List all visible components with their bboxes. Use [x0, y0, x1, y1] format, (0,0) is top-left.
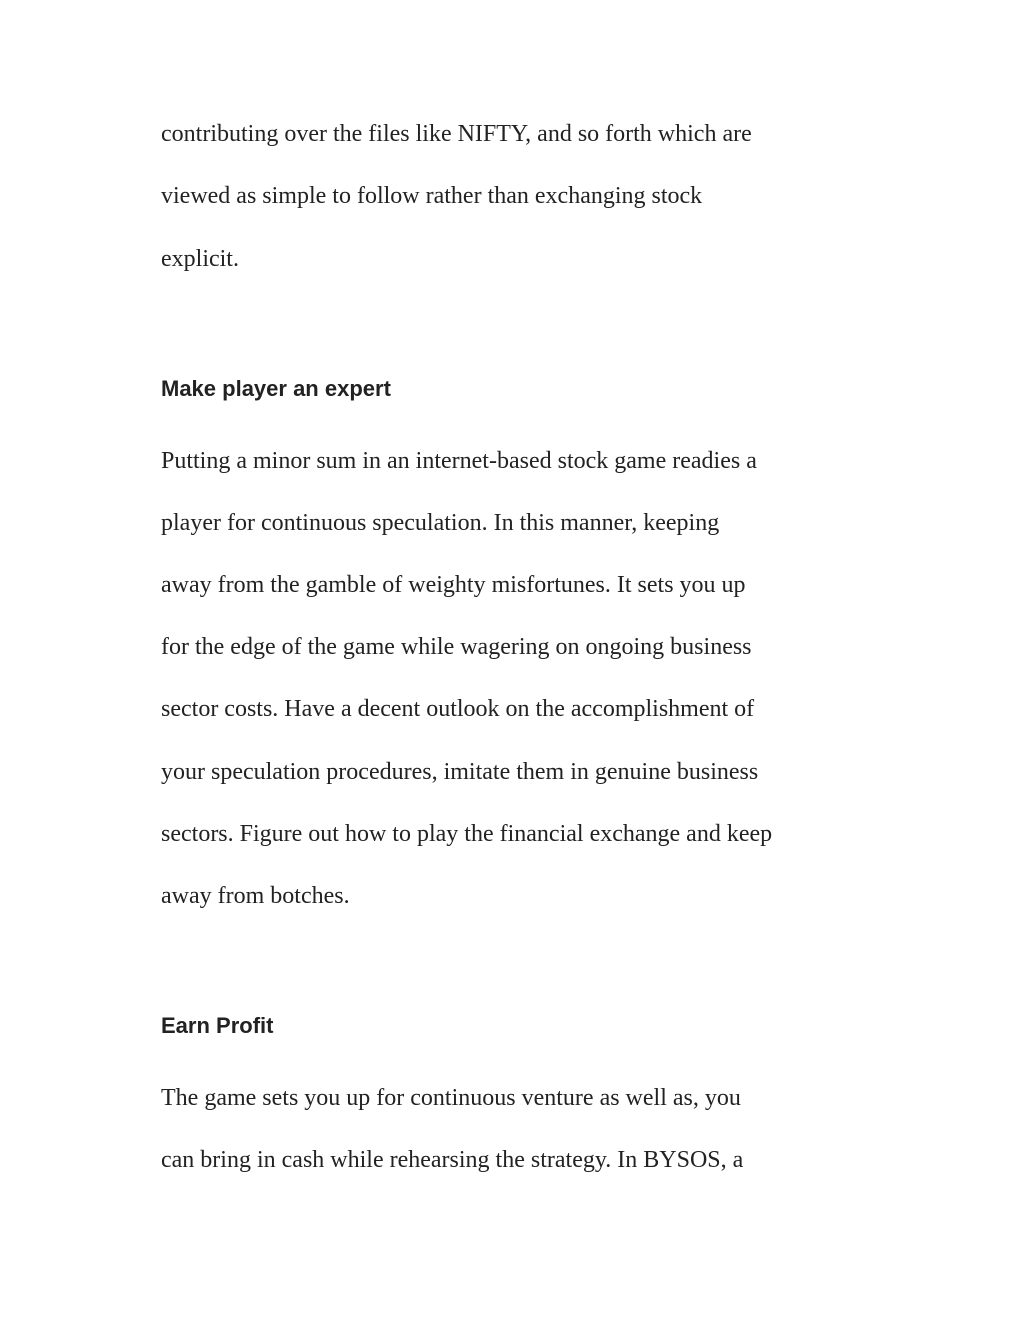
- paragraph-line: sector costs. Have a decent outlook on the accomplishment of: [161, 696, 755, 722]
- paragraph-line: player for continuous speculation. In this manner, keeping: [161, 510, 720, 536]
- paragraph-line: your speculation procedures, imitate them in genuine business: [161, 759, 759, 785]
- paragraph-line: for the edge of the game while wagering on ongoing business: [161, 634, 752, 660]
- paragraph-line: The game sets you up for continuous venture as well as, you: [161, 1085, 741, 1111]
- paragraph-line: viewed as simple to follow rather than exchanging stock: [161, 183, 703, 209]
- paragraph-line: can bring in cash while rehearsing the strategy. In BYSOS, a: [161, 1147, 744, 1173]
- paragraph-line: Putting a minor sum in an internet-based stock game readies a: [161, 448, 757, 474]
- section-heading: Earn Profit: [161, 1013, 274, 1038]
- paragraph-line: contributing over the files like NIFTY, and so forth which are: [161, 121, 752, 147]
- paragraph-line: explicit.: [161, 246, 239, 272]
- section-heading: Make player an expert: [161, 376, 391, 401]
- paragraph-line: away from botches.: [161, 883, 350, 909]
- paragraph-line: sectors. Figure out how to play the financial exchange and keep: [161, 821, 773, 847]
- paragraph-line: away from the gamble of weighty misfortunes. It sets you up: [161, 572, 746, 598]
